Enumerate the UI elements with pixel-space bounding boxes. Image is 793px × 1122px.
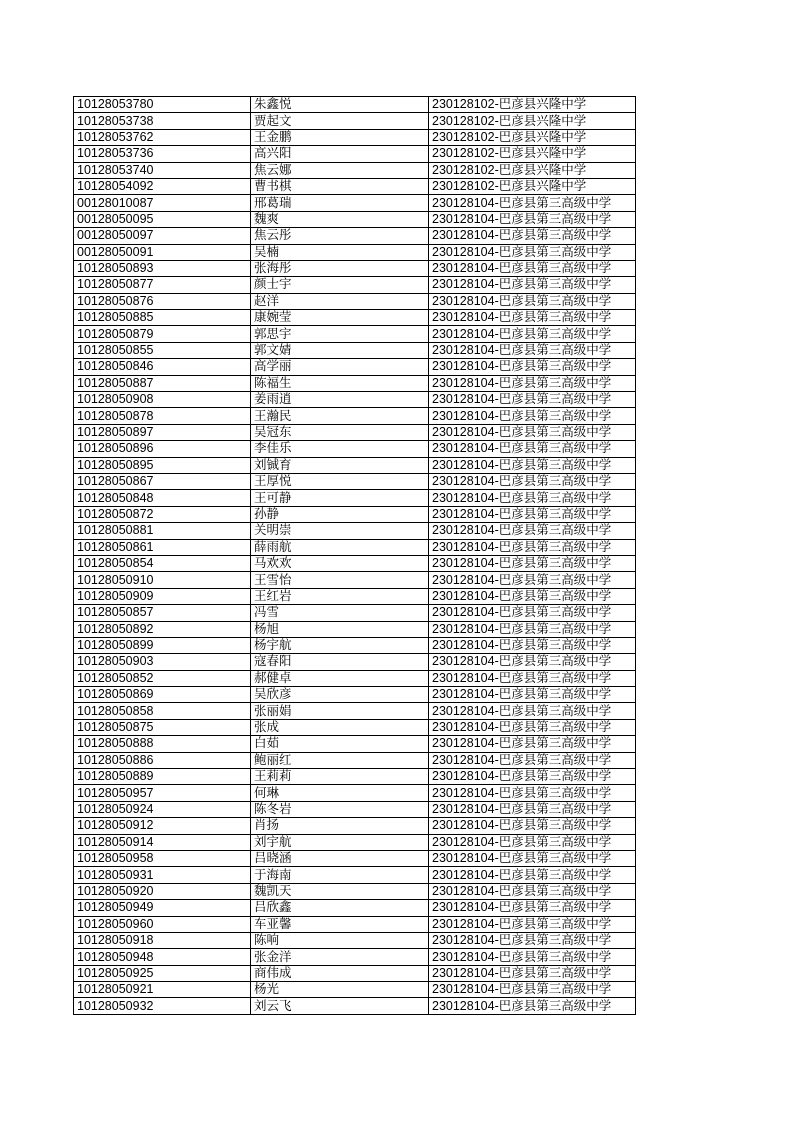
student-name-cell: 张金洋 [251, 949, 429, 965]
table-row [74, 457, 636, 473]
student-name-cell: 杨光 [251, 982, 429, 998]
exam-id-cell: 10128050875 [74, 719, 251, 735]
student-name-cell: 张海彤 [251, 260, 429, 276]
student-name-cell: 陈冬岩 [251, 801, 429, 817]
table-row [74, 883, 636, 899]
school-cell: 230128104-巴彦县第三高级中学 [429, 588, 636, 604]
exam-id-cell: 10128050899 [74, 637, 251, 653]
table-row [74, 834, 636, 850]
exam-id-cell: 10128050924 [74, 801, 251, 817]
student-name-cell: 寇春阳 [251, 654, 429, 670]
table-row [74, 293, 636, 309]
table-row [74, 326, 636, 342]
school-cell: 230128104-巴彦县第三高级中学 [429, 277, 636, 293]
student-name-cell: 杨旭 [251, 621, 429, 637]
exam-id-cell: 10128053780 [74, 97, 251, 113]
exam-id-cell: 10128050888 [74, 736, 251, 752]
exam-id-cell: 10128050861 [74, 539, 251, 555]
student-name-cell: 何琳 [251, 785, 429, 801]
exam-id-cell: 10128054092 [74, 178, 251, 194]
table-row [74, 588, 636, 604]
student-name-cell: 关明崇 [251, 523, 429, 539]
table-row [74, 867, 636, 883]
student-name-cell: 薛雨航 [251, 539, 429, 555]
school-cell: 230128104-巴彦县第三高级中学 [429, 424, 636, 440]
school-cell: 230128104-巴彦县第三高级中学 [429, 539, 636, 555]
exam-id-cell: 00128050095 [74, 211, 251, 227]
student-name-cell: 郭思宇 [251, 326, 429, 342]
exam-id-cell: 10128050931 [74, 867, 251, 883]
school-cell: 230128104-巴彦县第三高级中学 [429, 326, 636, 342]
student-name-cell: 姜雨逍 [251, 392, 429, 408]
school-cell: 230128104-巴彦县第三高级中学 [429, 244, 636, 260]
exam-id-cell: 10128050867 [74, 473, 251, 489]
student-name-cell: 赵洋 [251, 293, 429, 309]
table-row [74, 801, 636, 817]
school-cell: 230128104-巴彦县第三高级中学 [429, 703, 636, 719]
student-name-cell: 吕晓涵 [251, 850, 429, 866]
school-cell: 230128104-巴彦县第三高级中学 [429, 867, 636, 883]
table-row [74, 97, 636, 113]
student-name-cell: 吴欣彦 [251, 687, 429, 703]
student-name-cell: 高兴阳 [251, 146, 429, 162]
table-row [74, 769, 636, 785]
school-cell: 230128104-巴彦县第三高级中学 [429, 441, 636, 457]
school-cell: 230128104-巴彦县第三高级中学 [429, 310, 636, 326]
student-name-cell: 王瀚民 [251, 408, 429, 424]
student-table-body [74, 97, 636, 1015]
table-row [74, 687, 636, 703]
exam-id-cell: 10128050886 [74, 752, 251, 768]
table-row [74, 654, 636, 670]
table-row [74, 621, 636, 637]
table-row [74, 260, 636, 276]
school-cell: 230128104-巴彦县第三高级中学 [429, 457, 636, 473]
student-name-cell: 马欢欢 [251, 555, 429, 571]
exam-id-cell: 10128050852 [74, 670, 251, 686]
student-name-cell: 郝健卓 [251, 670, 429, 686]
school-cell: 230128104-巴彦县第三高级中学 [429, 260, 636, 276]
exam-id-cell: 10128053762 [74, 129, 251, 145]
table-row [74, 473, 636, 489]
school-cell: 230128104-巴彦县第三高级中学 [429, 506, 636, 522]
table-row [74, 523, 636, 539]
school-cell: 230128102-巴彦县兴隆中学 [429, 162, 636, 178]
school-cell: 230128104-巴彦县第三高级中学 [429, 801, 636, 817]
student-name-cell: 吕欣鑫 [251, 900, 429, 916]
exam-id-cell: 10128050858 [74, 703, 251, 719]
exam-id-cell: 10128050869 [74, 687, 251, 703]
school-cell: 230128104-巴彦县第三高级中学 [429, 982, 636, 998]
student-name-cell: 焦云彤 [251, 228, 429, 244]
table-row [74, 719, 636, 735]
table-row [74, 539, 636, 555]
student-name-cell: 高学丽 [251, 359, 429, 375]
table-row [74, 129, 636, 145]
exam-id-cell: 10128050908 [74, 392, 251, 408]
school-cell: 230128104-巴彦县第三高级中学 [429, 998, 636, 1014]
exam-id-cell: 10128050897 [74, 424, 251, 440]
school-cell: 230128104-巴彦县第三高级中学 [429, 719, 636, 735]
student-name-cell: 王红岩 [251, 588, 429, 604]
table-row [74, 555, 636, 571]
exam-id-cell: 10128050918 [74, 932, 251, 948]
school-cell: 230128104-巴彦县第三高级中学 [429, 900, 636, 916]
table-row [74, 408, 636, 424]
exam-id-cell: 10128050960 [74, 916, 251, 932]
exam-id-cell: 00128010087 [74, 195, 251, 211]
student-name-cell: 陈福生 [251, 375, 429, 391]
exam-id-cell: 10128050876 [74, 293, 251, 309]
school-cell: 230128104-巴彦县第三高级中学 [429, 392, 636, 408]
student-name-cell: 贾起文 [251, 113, 429, 129]
exam-id-cell: 10128050949 [74, 900, 251, 916]
exam-id-cell: 10128050914 [74, 834, 251, 850]
school-cell: 230128102-巴彦县兴隆中学 [429, 146, 636, 162]
table-row [74, 949, 636, 965]
exam-id-cell: 00128050091 [74, 244, 251, 260]
table-row [74, 637, 636, 653]
exam-id-cell: 00128050097 [74, 228, 251, 244]
student-name-cell: 康婉莹 [251, 310, 429, 326]
student-name-cell: 焦云娜 [251, 162, 429, 178]
student-name-cell: 鲍丽红 [251, 752, 429, 768]
exam-id-cell: 10128050846 [74, 359, 251, 375]
exam-id-cell: 10128050877 [74, 277, 251, 293]
school-cell: 230128104-巴彦县第三高级中学 [429, 949, 636, 965]
student-name-cell: 车亚馨 [251, 916, 429, 932]
student-name-cell: 曹书棋 [251, 178, 429, 194]
school-cell: 230128102-巴彦县兴隆中学 [429, 97, 636, 113]
table-row [74, 916, 636, 932]
school-cell: 230128104-巴彦县第三高级中学 [429, 473, 636, 489]
student-name-cell: 王可静 [251, 490, 429, 506]
school-cell: 230128104-巴彦县第三高级中学 [429, 621, 636, 637]
exam-id-cell: 10128050854 [74, 555, 251, 571]
student-name-cell: 白茹 [251, 736, 429, 752]
student-name-cell: 李佳乐 [251, 441, 429, 457]
table-row [74, 342, 636, 358]
school-cell: 230128104-巴彦县第三高级中学 [429, 490, 636, 506]
student-name-cell: 吴冠东 [251, 424, 429, 440]
exam-id-cell: 10128050896 [74, 441, 251, 457]
student-name-cell: 刘铖育 [251, 457, 429, 473]
student-name-cell: 魏爽 [251, 211, 429, 227]
table-row [74, 703, 636, 719]
table-row [74, 228, 636, 244]
school-cell: 230128104-巴彦县第三高级中学 [429, 850, 636, 866]
table-row [74, 162, 636, 178]
student-name-cell: 冯雪 [251, 605, 429, 621]
school-cell: 230128102-巴彦县兴隆中学 [429, 178, 636, 194]
student-name-cell: 王莉莉 [251, 769, 429, 785]
exam-id-cell: 10128050872 [74, 506, 251, 522]
school-cell: 230128104-巴彦县第三高级中学 [429, 342, 636, 358]
student-name-cell: 邢葛瑞 [251, 195, 429, 211]
school-cell: 230128104-巴彦县第三高级中学 [429, 572, 636, 588]
exam-id-cell: 10128050878 [74, 408, 251, 424]
table-row [74, 359, 636, 375]
student-name-cell: 陈响 [251, 932, 429, 948]
school-cell: 230128104-巴彦县第三高级中学 [429, 834, 636, 850]
table-row [74, 146, 636, 162]
exam-id-cell: 10128050925 [74, 965, 251, 981]
table-row [74, 670, 636, 686]
table-row [74, 310, 636, 326]
exam-id-cell: 10128050895 [74, 457, 251, 473]
table-row [74, 605, 636, 621]
school-cell: 230128104-巴彦县第三高级中学 [429, 916, 636, 932]
school-cell: 230128104-巴彦县第三高级中学 [429, 195, 636, 211]
student-name-cell: 商伟成 [251, 965, 429, 981]
student-name-cell: 肖扬 [251, 818, 429, 834]
table-row [74, 572, 636, 588]
student-name-cell: 于海南 [251, 867, 429, 883]
exam-id-cell: 10128050881 [74, 523, 251, 539]
school-cell: 230128104-巴彦县第三高级中学 [429, 408, 636, 424]
table-row [74, 736, 636, 752]
student-name-cell: 王金鹏 [251, 129, 429, 145]
school-cell: 230128104-巴彦县第三高级中学 [429, 670, 636, 686]
table-row [74, 490, 636, 506]
exam-id-cell: 10128050932 [74, 998, 251, 1014]
school-cell: 230128104-巴彦县第三高级中学 [429, 375, 636, 391]
exam-id-cell: 10128050948 [74, 949, 251, 965]
school-cell: 230128102-巴彦县兴隆中学 [429, 129, 636, 145]
school-cell: 230128104-巴彦县第三高级中学 [429, 523, 636, 539]
table-row [74, 785, 636, 801]
student-name-cell: 刘云飞 [251, 998, 429, 1014]
exam-id-cell: 10128050903 [74, 654, 251, 670]
exam-id-cell: 10128050887 [74, 375, 251, 391]
exam-id-cell: 10128050889 [74, 769, 251, 785]
school-cell: 230128104-巴彦县第三高级中学 [429, 769, 636, 785]
student-name-cell: 孙静 [251, 506, 429, 522]
table-row [74, 277, 636, 293]
exam-id-cell: 10128050848 [74, 490, 251, 506]
student-name-cell: 张丽娟 [251, 703, 429, 719]
table-row [74, 178, 636, 194]
table-row [74, 392, 636, 408]
exam-id-cell: 10128053740 [74, 162, 251, 178]
table-row [74, 850, 636, 866]
table-row [74, 375, 636, 391]
student-name-cell: 张成 [251, 719, 429, 735]
school-cell: 230128102-巴彦县兴隆中学 [429, 113, 636, 129]
table-row [74, 900, 636, 916]
table-row [74, 113, 636, 129]
exam-id-cell: 10128050855 [74, 342, 251, 358]
table-row [74, 195, 636, 211]
table-row [74, 932, 636, 948]
student-name-cell: 王雪怡 [251, 572, 429, 588]
exam-id-cell: 10128050857 [74, 605, 251, 621]
table-row [74, 965, 636, 981]
school-cell: 230128104-巴彦县第三高级中学 [429, 752, 636, 768]
table-row [74, 982, 636, 998]
school-cell: 230128104-巴彦县第三高级中学 [429, 736, 636, 752]
student-name-cell: 魏凯天 [251, 883, 429, 899]
exam-id-cell: 10128050879 [74, 326, 251, 342]
school-cell: 230128104-巴彦县第三高级中学 [429, 932, 636, 948]
school-cell: 230128104-巴彦县第三高级中学 [429, 555, 636, 571]
exam-id-cell: 10128050920 [74, 883, 251, 899]
student-name-cell: 王厚悦 [251, 473, 429, 489]
exam-id-cell: 10128050892 [74, 621, 251, 637]
table-row [74, 818, 636, 834]
school-cell: 230128104-巴彦县第三高级中学 [429, 359, 636, 375]
student-name-cell: 杨宇航 [251, 637, 429, 653]
table-row [74, 211, 636, 227]
school-cell: 230128104-巴彦县第三高级中学 [429, 637, 636, 653]
exam-id-cell: 10128050957 [74, 785, 251, 801]
student-name-cell: 吴楠 [251, 244, 429, 260]
exam-id-cell: 10128053738 [74, 113, 251, 129]
table-row [74, 752, 636, 768]
exam-id-cell: 10128050909 [74, 588, 251, 604]
table-row [74, 998, 636, 1014]
student-name-cell: 刘宇航 [251, 834, 429, 850]
exam-id-cell: 10128050921 [74, 982, 251, 998]
school-cell: 230128104-巴彦县第三高级中学 [429, 605, 636, 621]
exam-id-cell: 10128050885 [74, 310, 251, 326]
school-cell: 230128104-巴彦县第三高级中学 [429, 293, 636, 309]
school-cell: 230128104-巴彦县第三高级中学 [429, 818, 636, 834]
school-cell: 230128104-巴彦县第三高级中学 [429, 785, 636, 801]
student-name-cell: 郭文婧 [251, 342, 429, 358]
exam-id-cell: 10128050893 [74, 260, 251, 276]
school-cell: 230128104-巴彦县第三高级中学 [429, 211, 636, 227]
school-cell: 230128104-巴彦县第三高级中学 [429, 654, 636, 670]
exam-id-cell: 10128050958 [74, 850, 251, 866]
table-row [74, 441, 636, 457]
school-cell: 230128104-巴彦县第三高级中学 [429, 687, 636, 703]
exam-id-cell: 10128053736 [74, 146, 251, 162]
school-cell: 230128104-巴彦县第三高级中学 [429, 228, 636, 244]
student-name-cell: 朱鑫悦 [251, 97, 429, 113]
table-row [74, 506, 636, 522]
exam-id-cell: 10128050912 [74, 818, 251, 834]
exam-id-cell: 10128050910 [74, 572, 251, 588]
table-row [74, 244, 636, 260]
table-row [74, 424, 636, 440]
school-cell: 230128104-巴彦县第三高级中学 [429, 883, 636, 899]
student-table [73, 96, 636, 1015]
school-cell: 230128104-巴彦县第三高级中学 [429, 965, 636, 981]
student-name-cell: 颜士宇 [251, 277, 429, 293]
